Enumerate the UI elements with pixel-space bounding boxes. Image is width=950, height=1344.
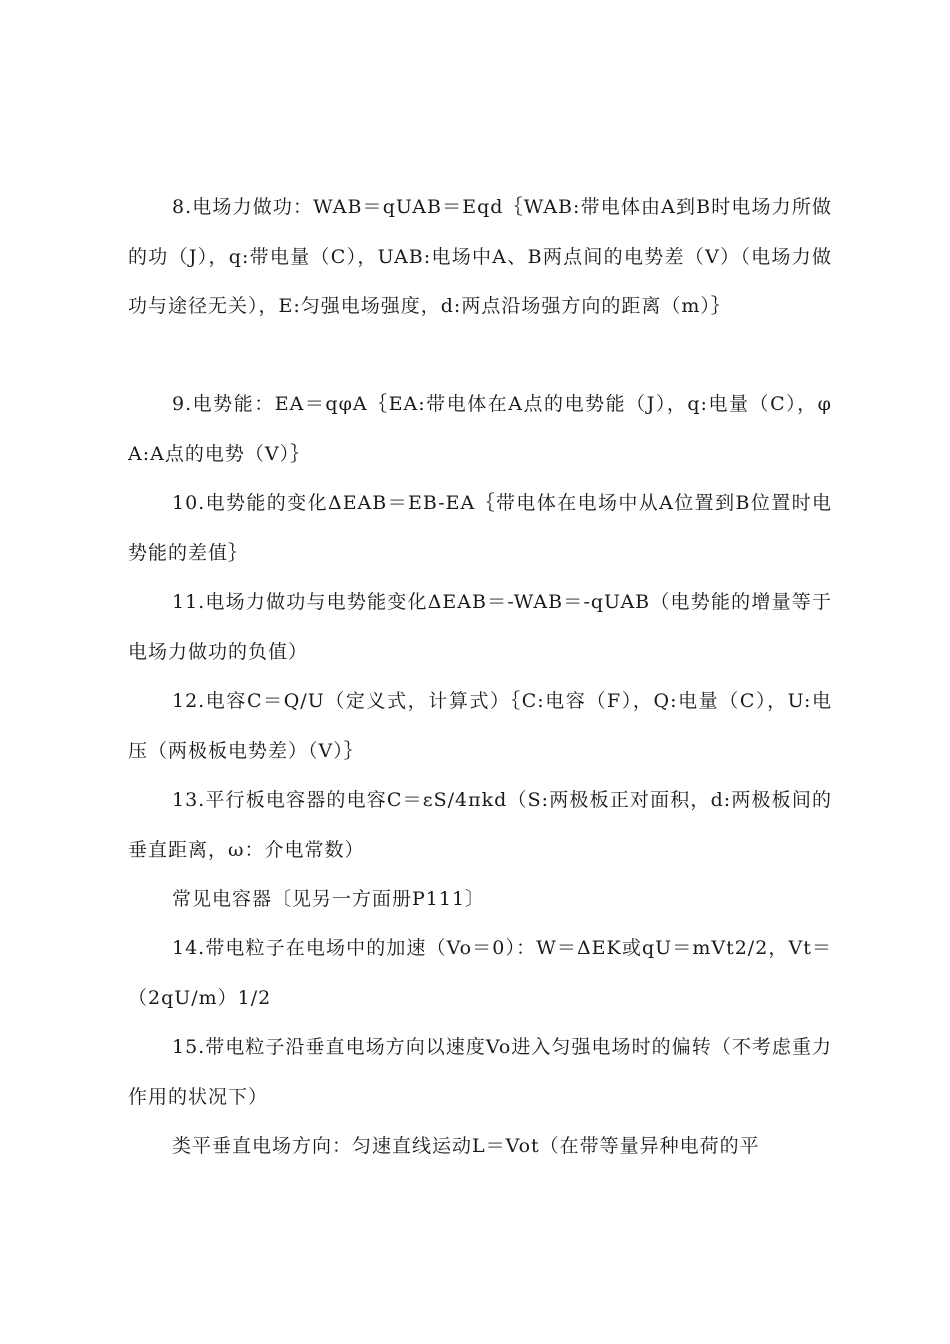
paragraph-text: 9.电势能：EA＝qφA｛EA:带电体在A点的电势能（J），q:电量（C），φA:A点的电势（V）｝ — [128, 393, 832, 465]
paragraph-8-electric-field-work — [128, 183, 832, 332]
paragraph-14-particle-acceleration — [128, 924, 832, 1023]
paragraph-perpendicular-direction — [128, 1122, 832, 1172]
paragraph-text: 13.平行板电容器的电容C＝εS/4πkd（S:两极板正对面积，d:两极板间的垂直距离，ω：介电常数） — [128, 789, 832, 861]
paragraph-10-potential-energy-change — [128, 479, 832, 578]
paragraph-text: 10.电势能的变化ΔEAB＝EB-EA｛带电体在电场中从A位置到B位置时电势能的差值｝ — [128, 492, 832, 564]
paragraph-text: 14.带电粒子在电场中的加速（Vo＝0）：W＝ΔEK或qU＝mVt2/2，Vt＝（2qU/m）1/2 — [128, 937, 832, 1009]
paragraph-text: 11.电场力做功与电势能变化ΔEAB＝-WAB＝-qUAB（电势能的增量等于电场力做功的负值） — [128, 591, 832, 663]
paragraph-12-capacitance — [128, 677, 832, 776]
paragraph-11-work-and-energy-change — [128, 578, 832, 677]
paragraph-text: 8.电场力做功：WAB＝qUAB＝Eqd｛WAB:带电体由A到B时电场力所做的功（J），q:带电量（C），UAB:电场中A、B两点间的电势差（V）（电场力做功与途径无关），E:匀强电场强度，d:两点沿场强方向的距离（m）｝ — [128, 196, 832, 317]
paragraph-text: 15.带电粒子沿垂直电场方向以速度Vo进入匀强电场时的偏转（不考虑重力作用的状况下） — [128, 1036, 832, 1108]
paragraph-9-potential-energy — [128, 380, 832, 479]
paragraph-common-capacitors — [128, 875, 832, 925]
paragraph-text: 常见电容器〔见另一方面册P111〕 — [172, 888, 486, 910]
paragraph-13-parallel-plate-capacitor — [128, 776, 832, 875]
paragraph-15-particle-deflection — [128, 1023, 832, 1122]
paragraph-text: 类平垂直电场方向：匀速直线运动L＝Vot（在带等量异种电荷的平 — [172, 1135, 760, 1157]
paragraph-text: 12.电容C＝Q/U（定义式，计算式）｛C:电容（F），Q:电量（C），U:电压（两极板电势差）（V）｝ — [128, 690, 832, 762]
